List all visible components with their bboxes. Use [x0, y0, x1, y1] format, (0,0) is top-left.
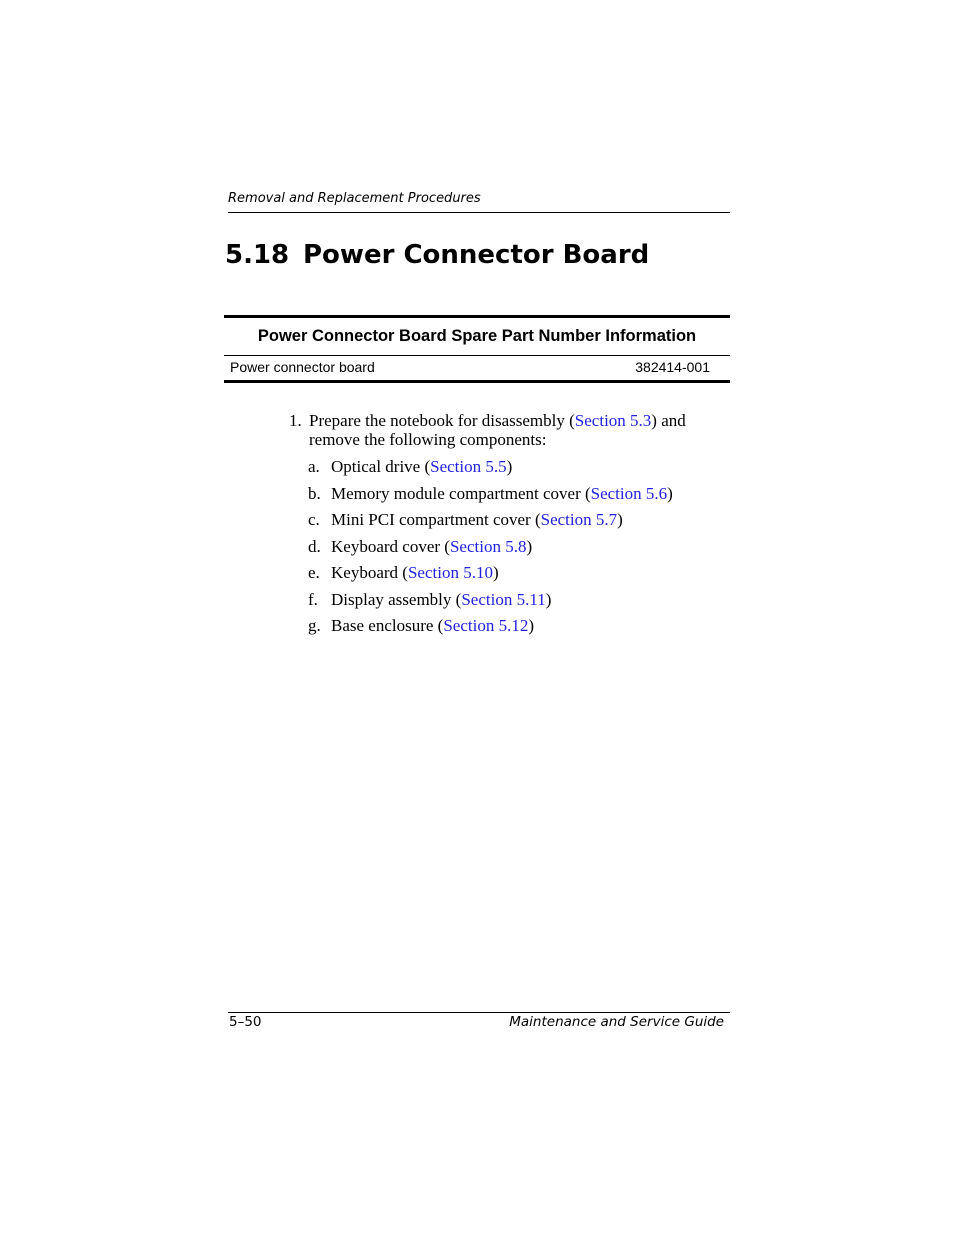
- part-number: 382414-001: [635, 359, 710, 375]
- substep-letter: a.: [308, 457, 320, 476]
- section-link[interactable]: Section 5.12: [443, 616, 529, 635]
- footer-rule: [228, 1012, 730, 1013]
- section-link[interactable]: Section 5.11: [461, 590, 546, 609]
- part-description: Power connector board: [230, 359, 375, 375]
- substep-label: Base enclosure (: [331, 616, 444, 635]
- substep-label: Memory module compartment cover (: [331, 484, 591, 503]
- substep-text: [331, 616, 534, 636]
- section-link[interactable]: Section 5.6: [590, 484, 668, 503]
- substep-letter: f.: [308, 590, 318, 609]
- step-text-after: ) and remove the following components:: [309, 411, 686, 449]
- section-title: [225, 240, 649, 270]
- substep-label: Display assembly (: [331, 590, 462, 609]
- substep-close: ): [617, 510, 623, 529]
- substep-text: [331, 457, 512, 477]
- substep-close: ): [492, 563, 499, 582]
- substep-label: Keyboard (: [331, 563, 408, 582]
- substep-label: Mini PCI compartment cover (: [331, 510, 541, 529]
- table-bottom-rule: [224, 380, 730, 383]
- substep-close: ): [667, 484, 673, 503]
- section-link[interactable]: Section 5.7: [540, 510, 618, 529]
- section-link[interactable]: Section 5.10: [407, 563, 493, 582]
- substep-label: Optical drive (: [331, 457, 431, 476]
- header-rule: [228, 212, 730, 213]
- section-link[interactable]: Section 5.3: [574, 411, 652, 430]
- substep-letter: c.: [308, 510, 320, 529]
- page-number: 5–50: [229, 1014, 262, 1030]
- table-caption: Power Connector Board Spare Part Number Information: [257, 327, 697, 345]
- substep-text: [331, 537, 532, 557]
- substep-close: ): [526, 537, 533, 556]
- section-heading-text: Power Connector Board: [303, 240, 650, 270]
- substep-text: [331, 563, 499, 583]
- table-row: [224, 356, 730, 380]
- substep-close: ): [506, 457, 513, 476]
- section-link[interactable]: Section 5.8: [449, 537, 527, 556]
- substep-letter: e.: [308, 563, 320, 582]
- substep-label: Keyboard cover (: [331, 537, 450, 556]
- step-text-before: Prepare the notebook for disassembly (: [309, 411, 575, 430]
- substep-text: [331, 590, 551, 610]
- guide-title: Maintenance and Service Guide: [509, 1014, 724, 1030]
- section-number: 5.18: [225, 240, 290, 270]
- substep-letter: d.: [308, 537, 321, 556]
- substep-text: [331, 510, 623, 530]
- substep-text: [331, 484, 673, 504]
- step-text: [309, 411, 689, 449]
- substep-letter: g.: [308, 616, 321, 635]
- section-link[interactable]: Section 5.5: [430, 457, 507, 476]
- running-header: Removal and Replacement Procedures: [228, 191, 481, 206]
- substep-letter: b.: [308, 484, 321, 503]
- step-number: 1.: [289, 411, 302, 430]
- substep-close: ): [528, 616, 535, 635]
- spare-part-table: [224, 315, 730, 383]
- substep-close: ): [545, 590, 552, 609]
